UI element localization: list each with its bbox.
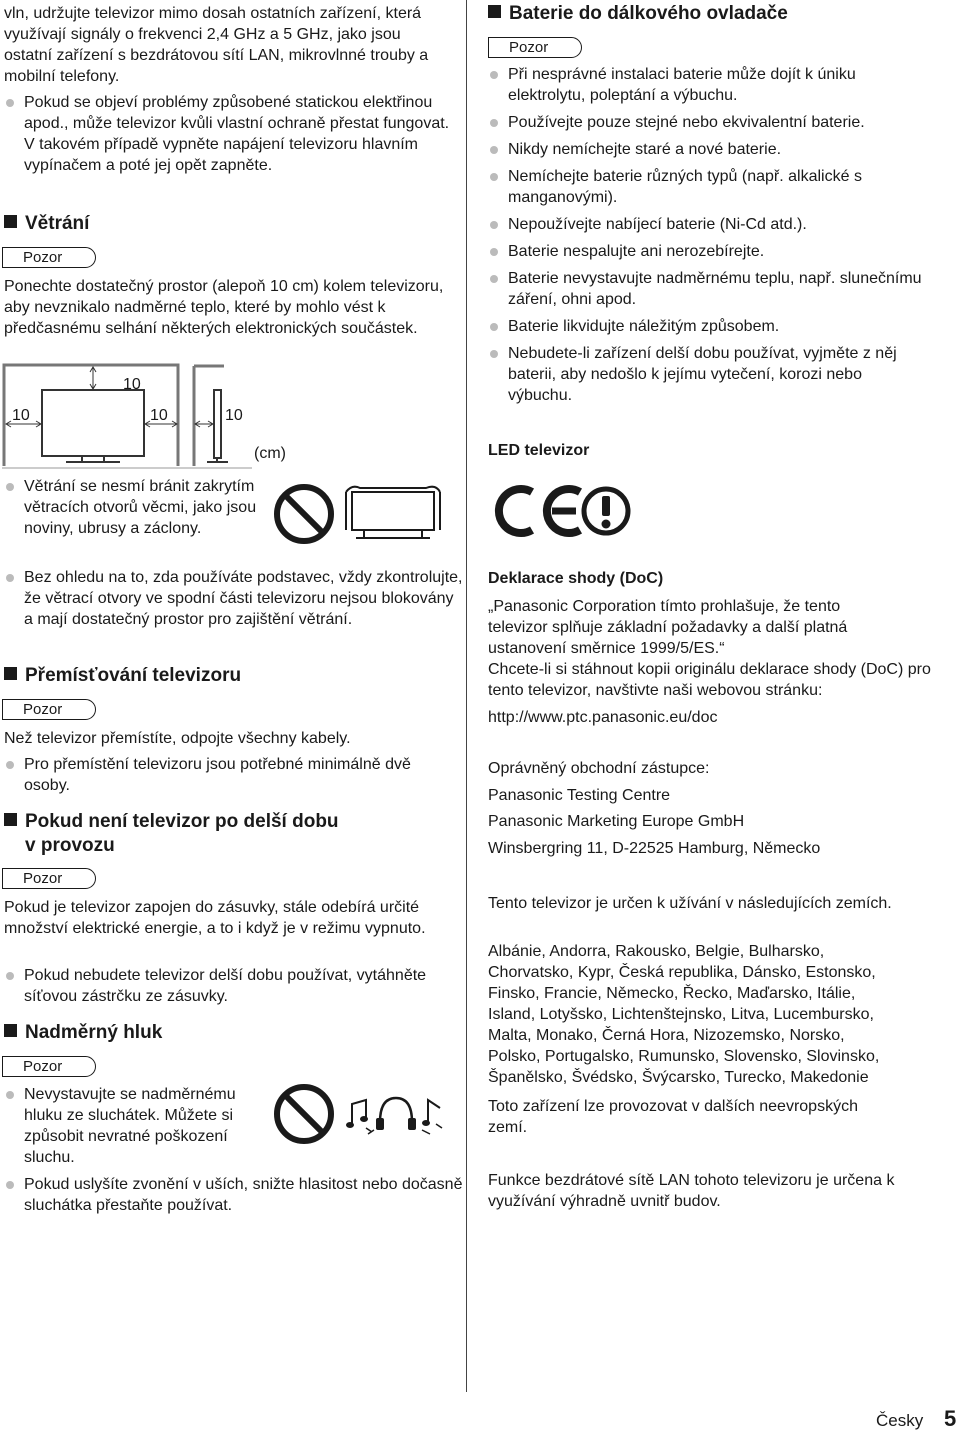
noise-bullet-1: Nevystavujte se nadměrnému hluku ze sluchátek. Můžete si způsobit nevratné poškození sluchu. [4, 1084, 269, 1168]
prohibited-icon [272, 482, 336, 546]
doc-quote: „Panasonic Corporation tímto prohlašuje, že tento televizor splňuje základní požadavky a další platná ustanovení směrnice 1999/5/ES.“ [488, 598, 848, 657]
column-divider [466, 0, 467, 1392]
ventilation-heading: Větrání [4, 212, 89, 236]
doc-download-text: Chcete-li si stáhnout kopii originálu deklarace shody (DoC) pro tento televizor, navštivte naši webovou stránku: [488, 661, 931, 699]
caution-label: Pozor [2, 247, 96, 268]
battery-bullet: Nikdy nemíchejte staré a nové baterie. [488, 139, 928, 160]
battery-bullet: Nebudete-li zařízení delší dobu používat, vyjměte z něj baterii, aby nedošlo k jejímu vytečení, korozi nebo výbuchu. [488, 343, 928, 406]
unused-heading-line-2: v provozu [25, 835, 115, 856]
rep-label: Oprávněný obchodní zástupce: [488, 760, 710, 777]
battery-bullet: Nemíchejte baterie různých typů (např. alkalické s manganovými). [488, 166, 928, 208]
unused-heading: Pokud není televizor po delší dobu [4, 810, 339, 834]
ce-mark-icon [488, 484, 638, 538]
battery-bullet: Nepoužívejte nabíjecí baterie (Ni-Cd atd.). [488, 214, 928, 235]
covered-tv-icon [344, 478, 444, 542]
battery-heading: Baterie do dálkového ovladače [488, 2, 788, 26]
intro-text: vln, udržujte televizor mimo dosah ostatních zařízení, která využívají signály o frekvenci 2,4 GHz a 5 GHz, jako jsou ostatní zařízení s bezdrátovou sítí LAN, mikrovlnné trouby a mobilní telefony. [4, 5, 429, 85]
heading-square-icon [488, 5, 501, 18]
intended-use-text: Tento televizor je určen k užívání v následujících zemích. [488, 895, 892, 912]
heading-square-icon [4, 667, 17, 680]
rep-name: Panasonic Testing Centre [488, 787, 671, 804]
footer-language: Česky [876, 1411, 924, 1430]
clearance-left-label: 10 [12, 407, 30, 424]
caution-label: Pozor [488, 37, 582, 58]
battery-bullet: Používejte pouze stejné nebo ekvivalentní baterie. [488, 112, 928, 133]
page-number: 5 [944, 1406, 957, 1431]
moving-bullet: Pro přemístění televizoru jsou potřebné minimálně dvě osoby. [4, 754, 444, 796]
countries-list: Albánie, Andorra, Rakousko, Belgie, Bulharsko, Chorvatsko, Kypr, Česká republika, Dánsko, Estonsko, Finsko, Francie, Německo, Řecko, Maďarsko, Itálie, Island, Lotyšsko, Lichtenštejnsko, Litva, Lucembursko, Malta, Monako, Černá Hora, Nizozemsko, Norsko, Polsko, Portugalsko, Rumunsko, Slovensko, Slovinsko, Španělsko, Švédsko, Švýcarsko, Turecko, Makedonie [488, 943, 880, 1086]
noise-bullet-2: Pokud uslyšíte zvonění v uších, snižte hlasitost nebo dočasně sluchátka přestaňte používat. [4, 1174, 464, 1216]
battery-bullet: Při nesprávné instalaci baterie může dojít k úniku elektrolytu, poleptání a výbuchu. [488, 64, 928, 106]
battery-bullet: Baterie nespalujte ani nerozebírejte. [488, 241, 928, 262]
moving-text: Než televizor přemístíte, odpojte všechny kabely. [4, 730, 351, 747]
moving-heading: Přemísťování televizoru [4, 664, 241, 688]
battery-bullet: Baterie likvidujte náležitým způsobem. [488, 316, 928, 337]
ventilation-bullet-1: Větrání se nesmí bránit zakrytím větracích otvorů věcmi, jako jsou noviny, ubrusy a záclony. [4, 476, 274, 539]
caution-label: Pozor [2, 699, 96, 720]
rep-company: Panasonic Marketing Europe GmbH [488, 813, 745, 830]
prohibited-icon [272, 1082, 336, 1146]
rep-address: Winsbergring 11, D-22525 Hamburg, Německo [488, 840, 821, 857]
clearance-rear-label: 10 [225, 407, 243, 424]
ventilation-bullet-2: Bez ohledu na to, zda používáte podstavec, vždy zkontrolujte, že větrací otvory ve spodní části televizoru nejsou blokovány a mají dostatečný prostor pro zajištění větrání. [4, 567, 466, 630]
doc-heading: Deklarace shody (DoC) [488, 570, 664, 587]
unused-bullet: Pokud nebudete televizor delší dobu používat, vytáhněte síťovou zástrčku ze zásuvky. [4, 965, 444, 1007]
clearance-right-label: 10 [150, 407, 168, 424]
caution-label: Pozor [2, 868, 96, 889]
heading-square-icon [4, 215, 17, 228]
heading-square-icon [4, 1024, 17, 1037]
static-bullet: Pokud se objeví problémy způsobené statickou elektřinou apod., může televizor kvůli vlastní ochraně přestat fungovat. V takovém případě vypněte napájení televizoru hlavním vypínačem a poté jej opět zapněte. [4, 92, 454, 176]
unused-text: Pokud je televizor zapojen do zásuvky, stále odebírá určité množství elektrické energie, a to i když je v režimu vypnuto. [4, 899, 426, 937]
caution-label: Pozor [2, 1056, 96, 1077]
battery-bullet: Baterie nevystavujte nadměrnému teplu, např. slunečnímu záření, ohni apod. [488, 268, 928, 310]
led-tv-label: LED televizor [488, 442, 590, 459]
wireless-lan-text: Funkce bezdrátové sítě LAN tohoto televizoru je určena k využívání výhradně uvnitř budov. [488, 1172, 895, 1210]
other-countries-text: Toto zařízení lze provozovat v dalších neevropských zemí. [488, 1098, 858, 1136]
noise-heading: Nadměrný hluk [4, 1021, 162, 1045]
unit-label: (cm) [254, 445, 286, 462]
clearance-top-label: 10 [123, 376, 141, 393]
headphones-music-icon [346, 1088, 446, 1138]
doc-url: http://www.ptc.panasonic.eu/doc [488, 709, 718, 726]
ventilation-text: Ponechte dostatečný prostor (alepoň 10 cm) kolem televizoru, aby nevznikalo nadměrné teplo, které by mohlo vést k předčasnému selhání některých elektronických součástek. [4, 278, 444, 337]
heading-square-icon [4, 813, 17, 826]
